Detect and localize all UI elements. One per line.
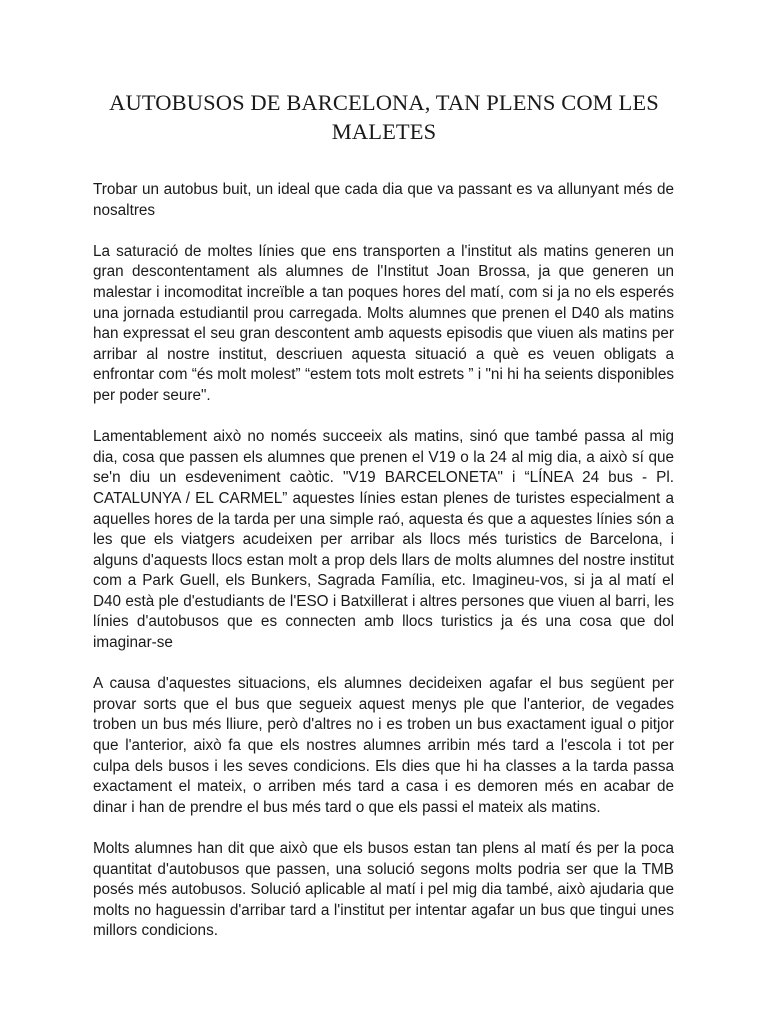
paragraph-morning-saturation: La saturació de moltes línies que ens transporten a l'institut als matins generen un gran descontentament als alumnes de l'Institut Joan Brossa, ja que generen un malestar i incomoditat increïble a tan poques hores del matí, com si ja no els esperés una jornada estudiantil prou carregada. Molts alumnes que prenen el D40 als matins han expressat el seu gran descontent amb aquests episodis que viuen als matins per arribar al nostre institut, descriuen aquesta situació a què es veuen obligats a enfrontar com “és molt molest” “estem tots molt estrets ” i "ni hi ha seients disponibles per poder seure".: [93, 242, 674, 404]
paragraph-midday-lines: Lamentablement això no només succeeix als matins, sinó que també passa al mig dia, cosa que passen els alumnes que prenen el V19 o la 24 al mig dia, a això sí que se'n diu un esdeveniment caòtic. "V19 BARCELONETA" i “LÍNEA 24 bus - Pl. CATALUNYA / EL CARMEL” aquestes línies estan plenes de turistes especialment a aquelles hores de la tarda per una simple raó, aquesta és que a aquestes línies són a les que els viatgers acudeixen per arribar als llocs més turistics de Barcelona, i alguns d'aquests llocs estan molt a prop dels llars de molts alumnes del nostre institut com a Park Guell, els Bunkers, Sagrada Família, etc. Imagineu-vos, si ja al matí el D40 està ple d'estudiants de l'ESO i Batxillerat i altres persones que viuen al barri, les línies d'autobusos que es connecten amb llocs turistics ja és una cosa que dol imaginar-se: [93, 428, 674, 652]
document-title: AUTOBUSOS DE BARCELONA, TAN PLENS COM LES MALETES: [109, 90, 659, 144]
paragraph-consequences: A causa d'aquestes situacions, els alumnes decideixen agafar el bus següent per provar sorts que el bus que segueix aquest menys ple que l'anterior, de vegades troben un bus més lliure, però d'altres no i es troben un bus exactament igual o pitjor que l'anterior, això fa que els nostres alumnes arribin més tard a l'escola i tot per culpa dels busos i les seves condicions. Els dies que hi ha classes a la tarda passa exactament el mateix, o arriben més tard a casa i es demoren més en acabar de dinar i han de prendre el bus més tard o que els passi el mateix als matins.: [93, 675, 674, 816]
document-body: [93, 180, 674, 963]
paragraph-solution: Molts alumnes han dit que això que els busos estan tan plens al matí és per la poca quantitat d'autobusos que passen, una solució segons molts podria ser que la TMB posés més autobusos. Solució aplicable al matí i pel mig dia també, això ajudaria que molts no haguessin d'arribar tard a l'institut per intentar agafar un bus que tingui unes millors condicions.: [93, 840, 674, 940]
paragraph-intro: Trobar un autobus buit, un ideal que cada dia que va passant es va allunyant més de nosaltres: [93, 181, 674, 219]
